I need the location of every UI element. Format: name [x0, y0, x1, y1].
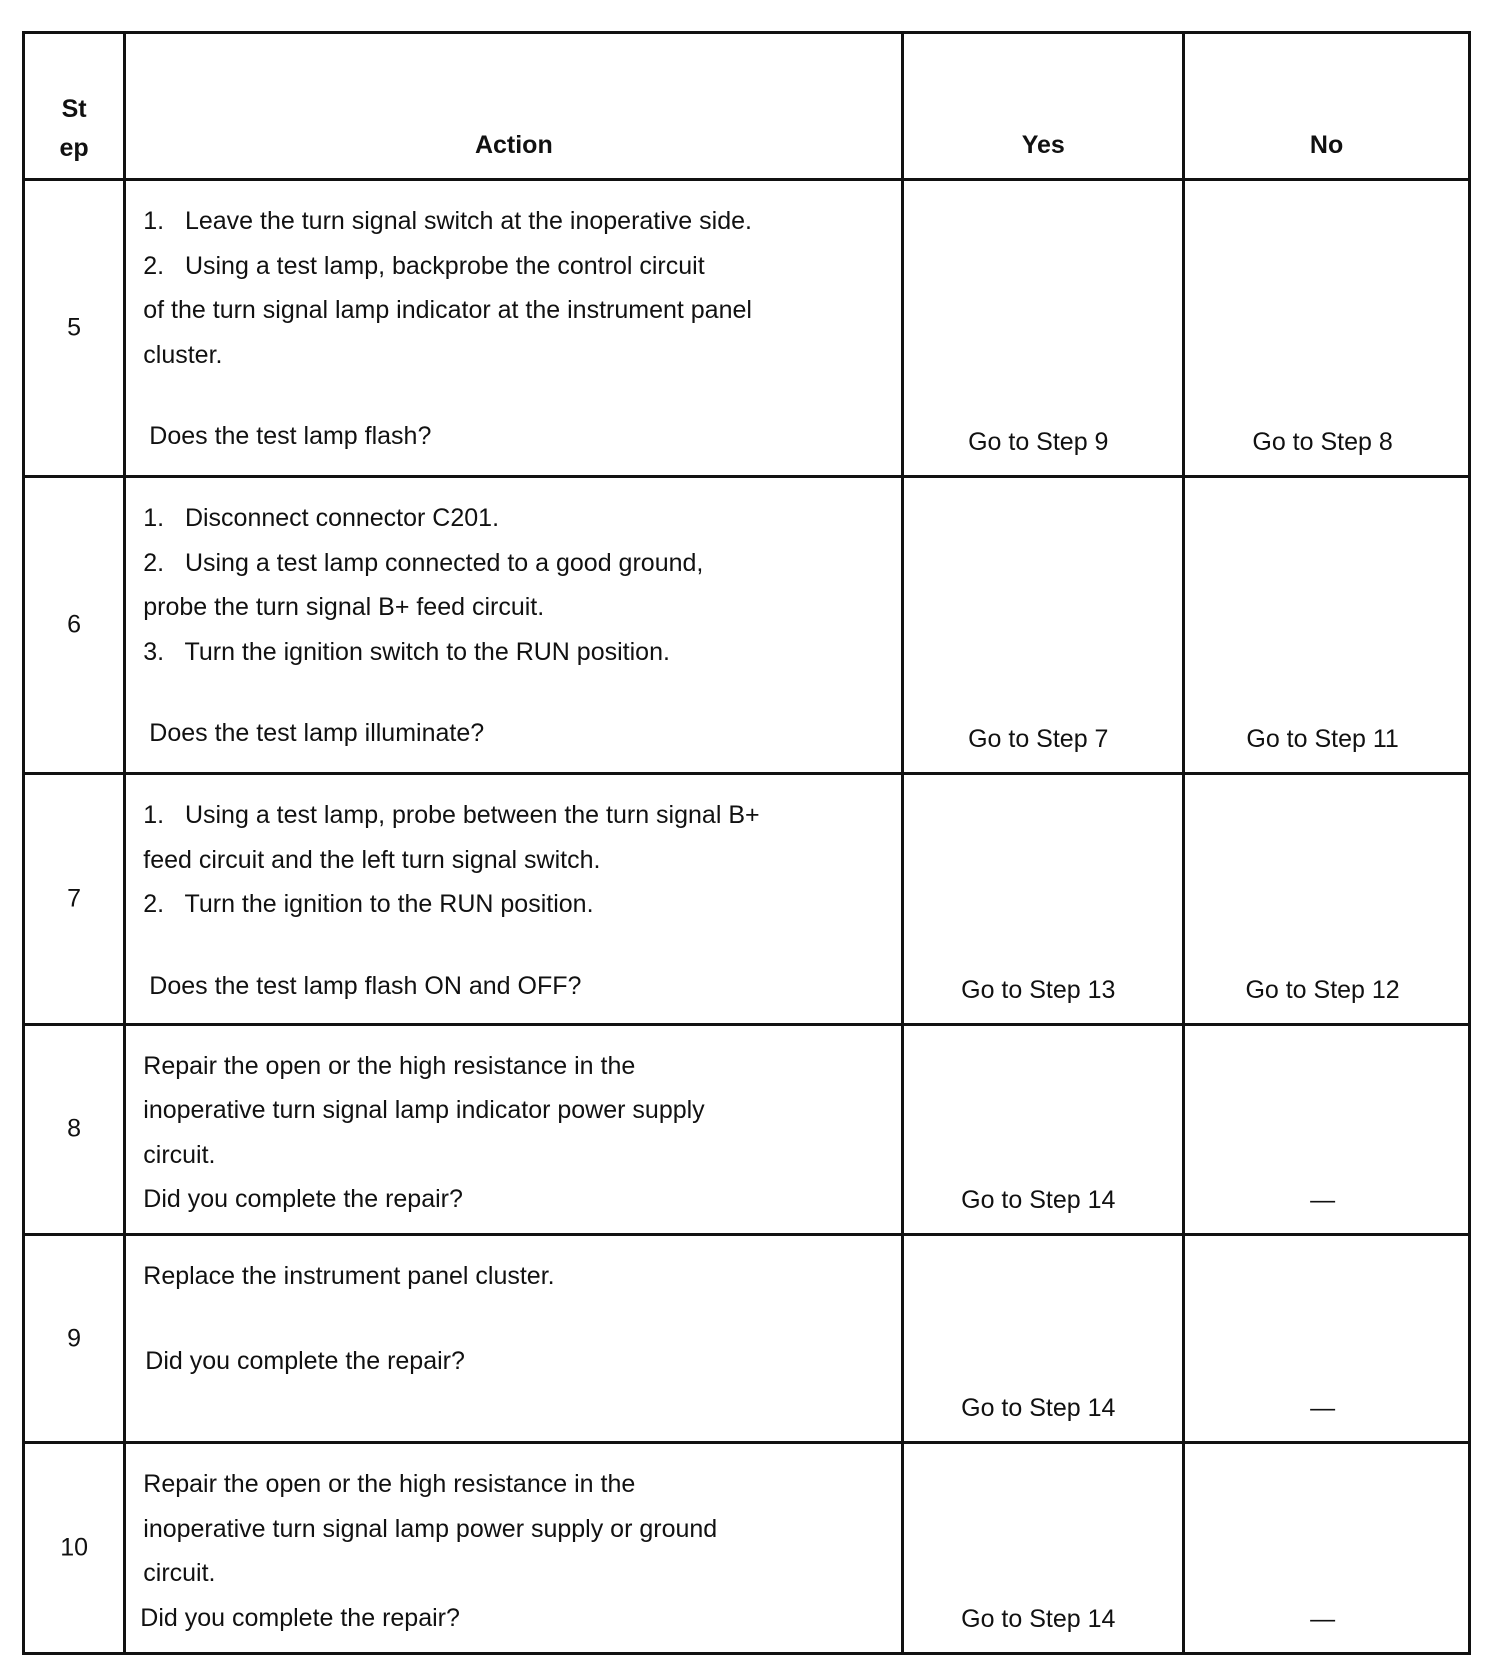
- step-number: 7: [67, 884, 82, 913]
- step-number: 9: [67, 1324, 82, 1353]
- step-number: 10: [60, 1533, 89, 1562]
- no-cell: [1184, 1443, 1470, 1654]
- no-cell: [1184, 774, 1470, 1024]
- yes-cell: [903, 774, 1184, 1024]
- yes-result: Go to Step 13: [961, 975, 1116, 1004]
- no-result: Go to Step 11: [1246, 725, 1399, 754]
- no-result: —: [1310, 1394, 1336, 1423]
- action-cell: [125, 1235, 903, 1443]
- step-cell: [24, 1443, 125, 1654]
- no-result: —: [1310, 1605, 1336, 1633]
- no-result: Go to Step 12: [1245, 975, 1400, 1004]
- action-question: Did you complete the repair?: [143, 1185, 463, 1214]
- action-line: 2. Turn the ignition to the RUN position.: [143, 890, 594, 919]
- yes-header: Yes: [903, 33, 1184, 180]
- action-header: Action: [125, 33, 903, 180]
- action-question: Does the test lamp illuminate?: [149, 719, 485, 748]
- step-number: 5: [67, 313, 82, 342]
- action-cell: [125, 180, 903, 477]
- yes-result: Go to Step 14: [961, 1394, 1116, 1423]
- no-cell: [1184, 180, 1470, 477]
- no-cell: [1184, 1024, 1470, 1235]
- action-question: Did you complete the repair?: [145, 1346, 465, 1375]
- no-result: Go to Step 8: [1252, 428, 1393, 457]
- no-header: No: [1184, 33, 1470, 180]
- action-cell: [125, 774, 903, 1024]
- no-result: —: [1310, 1186, 1336, 1215]
- no-cell: [1184, 1235, 1470, 1443]
- step-header: St ep: [24, 33, 125, 180]
- step-cell: [24, 774, 125, 1024]
- yes-cell: [903, 180, 1184, 477]
- action-question: Did you complete the repair?: [140, 1603, 460, 1632]
- action-line: probe the turn signal B+ feed circuit.: [143, 593, 545, 622]
- step-cell: [24, 1024, 125, 1235]
- action-cell: [125, 477, 903, 774]
- action-question: Does the test lamp flash ON and OFF?: [149, 971, 582, 1000]
- table-row: [24, 1443, 1470, 1654]
- yes-result: Go to Step 9: [968, 428, 1109, 457]
- action-line: circuit.: [143, 1559, 216, 1588]
- action-cell: [125, 1024, 903, 1235]
- table-row: [24, 180, 1470, 477]
- table-row: [24, 1235, 1470, 1443]
- action-line: Repair the open or the high resistance in the: [143, 1051, 636, 1080]
- yes-cell: [903, 1024, 1184, 1235]
- action-line: Repair the open or the high resistance in the: [143, 1470, 636, 1499]
- action-line: 1. Using a test lamp, probe between the turn signal B+: [143, 801, 760, 830]
- step-cell: [24, 1235, 125, 1443]
- yes-result: Go to Step 14: [961, 1186, 1116, 1215]
- table-row: [24, 1024, 1470, 1235]
- action-line: 2. Using a test lamp connected to a good ground,: [143, 548, 704, 577]
- step-cell: [24, 180, 125, 477]
- action-line: feed circuit and the left turn signal switch.: [143, 845, 601, 874]
- yes-result: Go to Step 14: [961, 1605, 1116, 1633]
- step-number: 6: [67, 610, 82, 639]
- action-line: cluster.: [143, 340, 223, 369]
- table-row: [24, 477, 1470, 774]
- action-line: 2. Using a test lamp, backprobe the control circuit: [143, 251, 705, 280]
- action-line: inoperative turn signal lamp power supply or ground: [143, 1514, 718, 1543]
- yes-cell: [903, 1443, 1184, 1654]
- action-line: of the turn signal lamp indicator at the instrument panel: [143, 296, 752, 324]
- action-line: 3. Turn the ignition switch to the RUN position.: [143, 637, 670, 666]
- action-line: Replace the instrument panel cluster.: [143, 1262, 555, 1291]
- yes-cell: [903, 477, 1184, 774]
- diagnostic-table: [22, 31, 1471, 1655]
- step-cell: [24, 477, 125, 774]
- action-line: circuit.: [143, 1140, 216, 1169]
- action-question: Does the test lamp flash?: [149, 422, 432, 450]
- step-number: 8: [67, 1114, 82, 1143]
- yes-result: Go to Step 7: [968, 725, 1109, 754]
- action-line: 1. Disconnect connector C201.: [143, 504, 500, 533]
- header-row: [24, 33, 1470, 180]
- action-line: 1. Leave the turn signal switch at the inoperative side.: [143, 207, 752, 235]
- yes-cell: [903, 1235, 1184, 1443]
- table-row: [24, 774, 1470, 1024]
- action-cell: [125, 1443, 903, 1654]
- action-line: inoperative turn signal lamp indicator power supply: [143, 1096, 705, 1125]
- no-cell: [1184, 477, 1470, 774]
